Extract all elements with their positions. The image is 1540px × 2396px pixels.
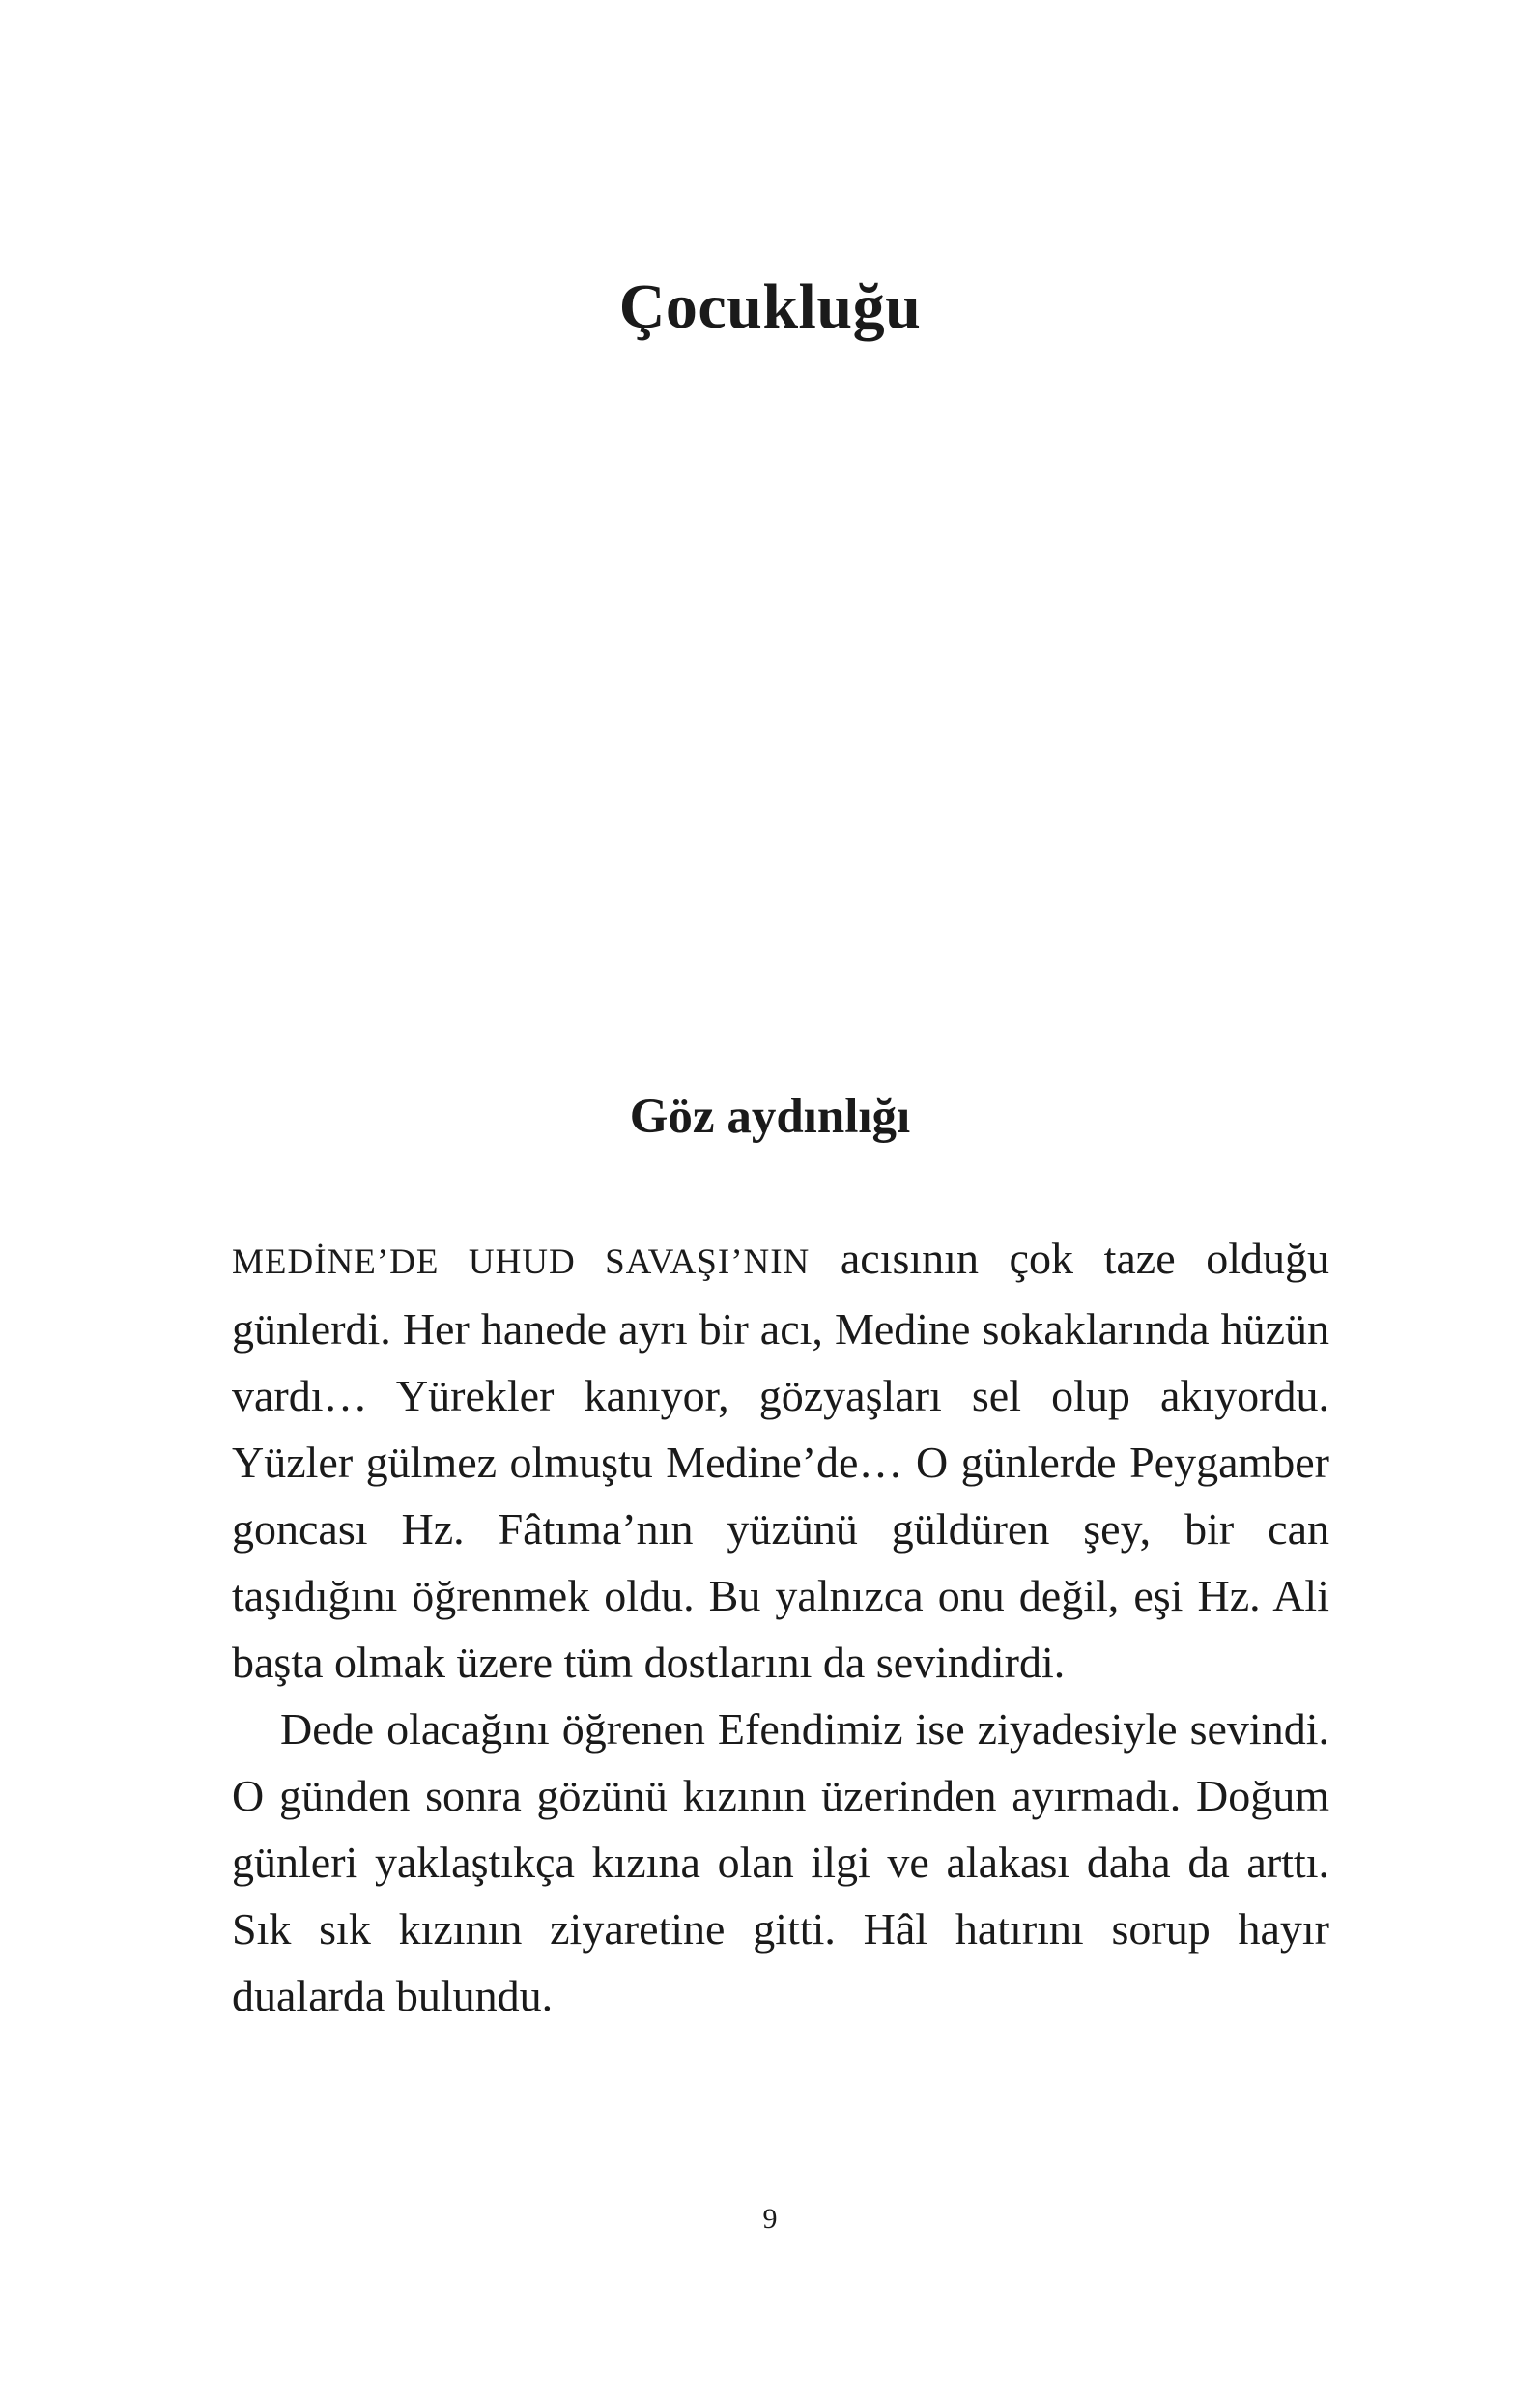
body-text xyxy=(232,1225,1329,2029)
paragraph-1 xyxy=(232,1225,1329,1696)
chapter-title: Çocukluğu xyxy=(618,271,922,342)
paragraph-2-text: Dede olacağını öğrenen Efendimiz ise ziyadesiyle sevindi. O günden sonra gözünü kızının üzerinden ayırmadı. Doğum günleri yaklaştıkça kızına olan ilgi ve alakası daha da arttı. Sık sık kızının ziyaretine gitti. Hâl hatırını sorup hayır dualarda bulundu. xyxy=(232,1704,1329,2020)
paragraph-2 xyxy=(232,1696,1329,2029)
section-title: Göz aydınlığı xyxy=(629,1090,911,1144)
paragraph-lead-smallcaps: MEDİNE’DE UHUD SAVAŞI’NIN xyxy=(232,1242,811,1282)
page-number: 9 xyxy=(762,2203,778,2235)
paragraph-1-text: acısının çok taze olduğu günlerdi. Her hanede ayrı bir acı, Medine sokaklarında hüzün vardı… Yürekler kanıyor, gözyaşları sel olup akıyordu. Yüzler gülmez olmuştu Medine’de… O günlerde Peygamber goncası Hz. Fâtıma’nın yüzünü güldüren şey, bir can taşıdığını öğrenmek oldu. Bu yalnızca onu değil, eşi Hz. Ali başta olmak üzere tüm dostlarını da sevindirdi. xyxy=(232,1234,1329,1687)
